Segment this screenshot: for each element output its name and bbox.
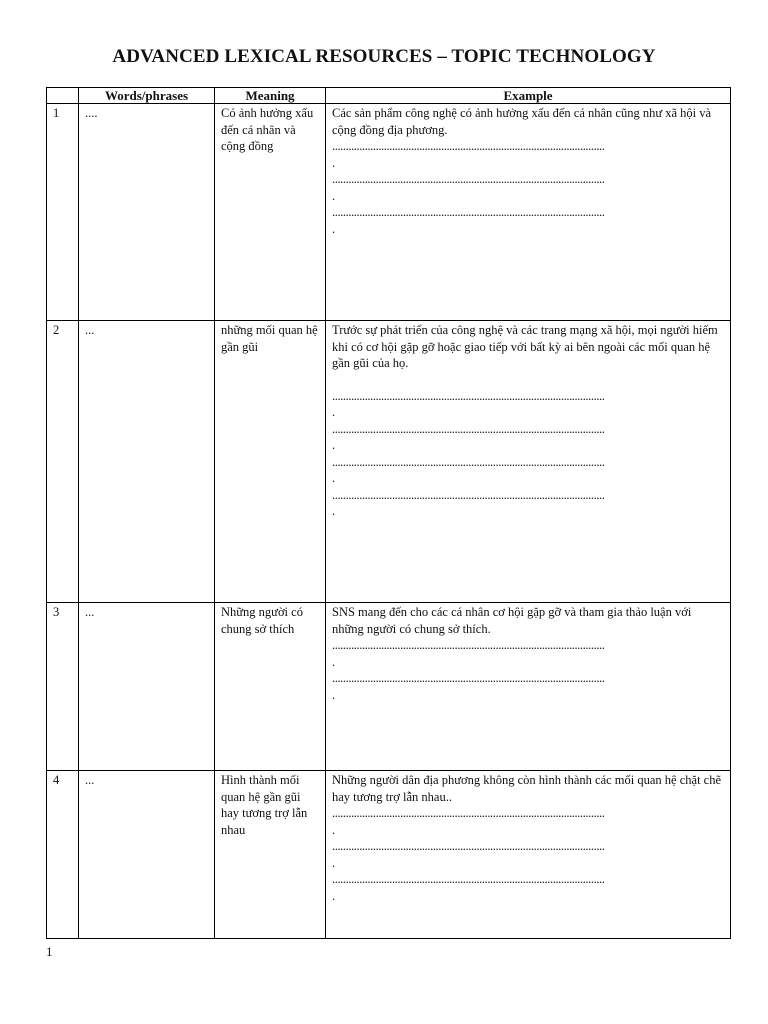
answer-dotted-line[interactable]: .................................................................................................... — [332, 872, 605, 886]
dotted-line-end: . — [332, 504, 336, 518]
header-number — [47, 88, 79, 104]
dotted-line-end: . — [332, 471, 336, 485]
spacer — [332, 372, 724, 388]
answer-dotted-line[interactable]: .................................................................................................... — [332, 671, 605, 685]
table-row — [47, 771, 731, 939]
answer-dotted-line[interactable]: .................................................................................................... — [332, 806, 605, 820]
dotted-line-end: . — [332, 155, 336, 170]
example-sentence: Các sản phẩm công nghệ có ảnh hưởng xấu đến cá nhân cũng như xã hội và cộng đồng địa phương. — [332, 106, 712, 137]
dotted-line-end: . — [332, 405, 336, 419]
answer-dotted-line[interactable]: .................................................................................................... — [332, 205, 605, 219]
header-example: Example — [326, 88, 731, 104]
meaning-cell: Những người có chung sở thích — [215, 603, 326, 771]
example-cell — [326, 603, 731, 771]
example-sentence: Những người dân địa phương không còn hình thành các mối quan hệ chặt chẽ hay tương trợ lẫn nhau.. — [332, 773, 722, 804]
dotted-line-end: . — [332, 822, 336, 837]
answer-dotted-line[interactable]: .................................................................................................... — [332, 487, 605, 502]
table-row — [47, 603, 731, 771]
row-number: 1 — [47, 104, 79, 321]
vocabulary-table — [46, 87, 731, 939]
row-number: 2 — [47, 321, 79, 603]
answer-dotted-line[interactable]: .................................................................................................... — [332, 421, 605, 436]
meaning-cell: Hình thành mối quan hệ gần gũi hay tương trợ lẫn nhau — [215, 771, 326, 939]
row-number: 4 — [47, 771, 79, 939]
example-sentence: Trước sự phát triển của công nghệ và các trang mạng xã hội, mọi người hiếm khi có cơ hội gặp gỡ hoặc giao tiếp với bất kỳ ai bên ngoài các mối quan hệ gần gũi của họ. — [332, 323, 718, 370]
page-title: ADVANCED LEXICAL RESOURCES – TOPIC TECHNOLOGY — [112, 46, 656, 67]
word-phrase-blank[interactable]: .... — [79, 104, 215, 321]
example-sentence: SNS mang đến cho các cá nhân cơ hội gặp gỡ và tham gia thảo luận với những người có chung sở thích. — [332, 605, 692, 636]
dotted-line-end: . — [332, 654, 336, 669]
table-row — [47, 321, 731, 603]
word-phrase-blank[interactable]: ... — [79, 603, 215, 771]
example-cell — [326, 771, 731, 939]
dotted-line-end: . — [332, 438, 336, 452]
word-phrase-blank[interactable]: ... — [79, 321, 215, 603]
dotted-line-end: . — [332, 687, 336, 702]
answer-dotted-line[interactable]: .................................................................................................... — [332, 139, 605, 153]
dotted-line-end: . — [332, 888, 336, 903]
answer-dotted-line[interactable]: .................................................................................................... — [332, 172, 605, 186]
dotted-line-end: . — [332, 855, 336, 870]
meaning-cell: những mối quan hệ gần gũi — [215, 321, 326, 603]
header-words-phrases: Words/phrases — [79, 88, 215, 104]
example-cell — [326, 104, 731, 321]
dotted-line-end: . — [332, 188, 336, 203]
header-meaning: Meaning — [215, 88, 326, 104]
table-header-row — [47, 88, 731, 104]
answer-dotted-line[interactable]: .................................................................................................... — [332, 454, 605, 469]
answer-dotted-line[interactable]: .................................................................................................... — [332, 638, 605, 652]
word-phrase-blank[interactable]: ... — [79, 771, 215, 939]
example-cell — [326, 321, 731, 603]
table-row — [47, 104, 731, 321]
row-number: 3 — [47, 603, 79, 771]
answer-dotted-line[interactable]: .................................................................................................... — [332, 388, 605, 403]
meaning-cell: Có ảnh hưởng xấu đến cá nhân và cộng đồng — [215, 104, 326, 321]
page-number: 1 — [46, 944, 53, 959]
dotted-line-end: . — [332, 221, 336, 236]
answer-dotted-line[interactable]: .................................................................................................... — [332, 839, 605, 853]
